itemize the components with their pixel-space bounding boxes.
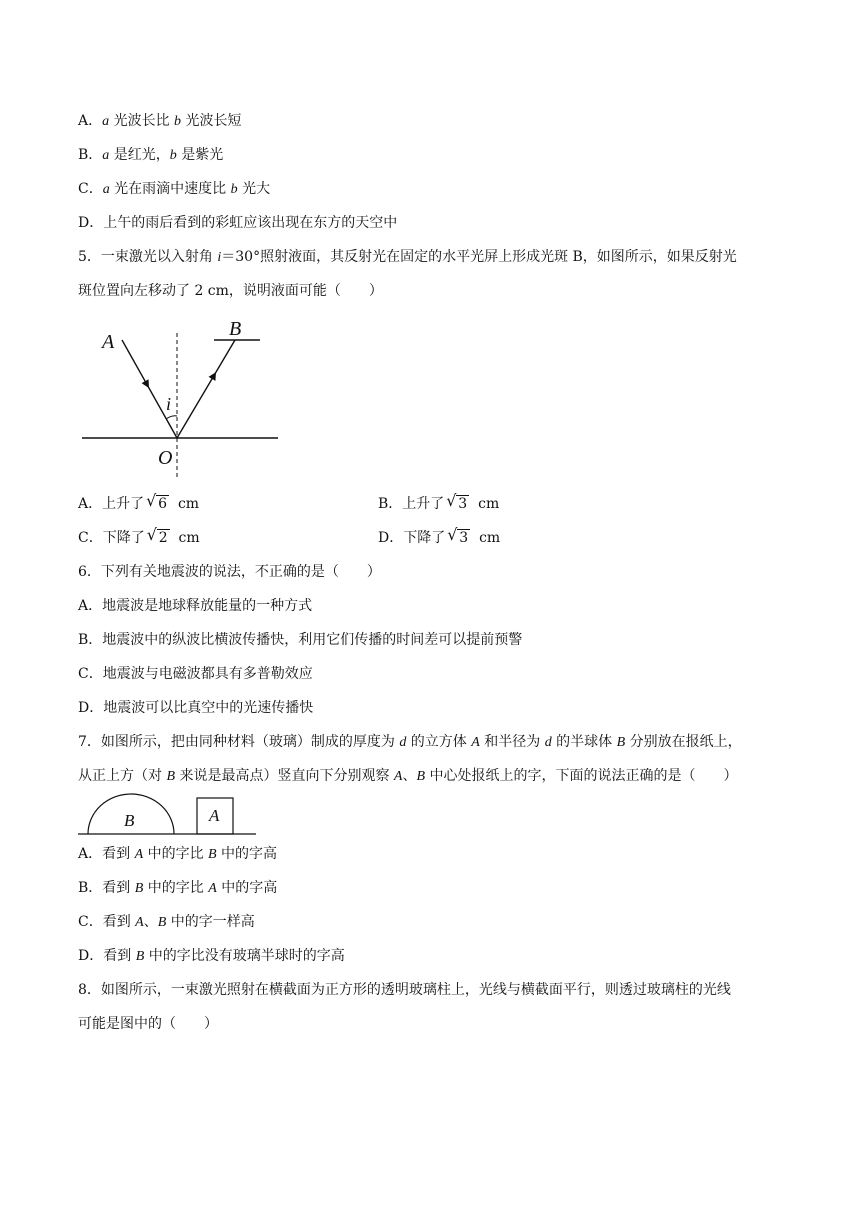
var-d: d xyxy=(544,735,552,750)
option-text: 是紫光 xyxy=(176,147,224,163)
label-o: O xyxy=(158,447,173,469)
var-a: a xyxy=(102,148,110,163)
label-i: i xyxy=(166,394,172,414)
q6-option-a: A．地震波是地球释放能量的一种方式 xyxy=(78,598,313,614)
q8-stem-line1: 8．如图所示，一束激光照射在横截面为正方形的透明玻璃柱上，光线与横截面平行，则透过玻璃柱的光线 xyxy=(78,982,731,998)
label-b: B xyxy=(124,811,135,830)
var-b: B xyxy=(157,915,167,930)
q5-reflection-figure xyxy=(78,315,288,480)
var-b: B xyxy=(416,769,426,784)
q8-stem-line2: 可能是图中的（ ） xyxy=(78,1016,218,1032)
var-b: b xyxy=(230,182,238,197)
q6-option-c: C．地震波与电磁波都具有多普勒效应 xyxy=(78,666,313,682)
q5-option-d xyxy=(378,525,501,548)
q6-option-b: B．地震波中的纵波比横波传播快，利用它们传播的时间差可以提前预警 xyxy=(78,632,523,648)
var-a: A xyxy=(208,881,217,896)
q7-hemisphere-cube-figure xyxy=(78,792,260,838)
option-text: A．上升了 xyxy=(78,496,145,512)
option-label: B． xyxy=(78,147,103,163)
var-b: B xyxy=(616,735,626,750)
var-d: d xyxy=(399,735,407,750)
option-text: D．下降了 xyxy=(378,530,446,546)
q4-option-d: D．上午的雨后看到的彩虹应该出现在东方的天空中 xyxy=(78,215,398,231)
var-b: B xyxy=(134,881,144,896)
option-text: 是红光， xyxy=(109,147,170,163)
sqrt-expression: √ 3 xyxy=(447,525,469,546)
angle-arc xyxy=(166,416,177,419)
q4-option-b xyxy=(78,145,223,166)
stem-text: ＝30°照射液面，其反射光在固定的水平光屏上形成光斑 B，如图所示，如果反射光 xyxy=(221,249,737,265)
q7-stem-line2: 从正上方（对 B 来说是最高点）竖直向下分别观察 A、B 中心处报纸上的字，下面的说法正确的是（ ） xyxy=(78,768,738,784)
q5-option-a xyxy=(78,491,200,514)
var-a: A xyxy=(471,735,480,750)
q7-option-a: A．看到 A 中的字比 B 中的字高 xyxy=(78,846,278,862)
unit: cm xyxy=(478,496,500,512)
label-a: A xyxy=(102,331,115,353)
q5-stem-line2: 斑位置向左移动了 2 cm，说明液面可能（ ） xyxy=(78,283,383,299)
sqrt-expression: √ 2 xyxy=(146,525,168,546)
var-b: b xyxy=(174,114,182,129)
q7-option-b: B．看到 B 中的字比 A 中的字高 xyxy=(78,880,278,896)
var-a: A xyxy=(393,769,403,784)
var-b: B xyxy=(166,769,176,784)
q5-stem-line1 xyxy=(78,247,737,268)
sqrt-expression: √ 3 xyxy=(446,491,468,512)
q6-option-d: D．地震波可以比真空中的光速传播快 xyxy=(78,700,314,716)
var-b: b xyxy=(169,148,177,163)
incident-ray xyxy=(122,340,177,438)
var-a: A xyxy=(134,847,144,862)
option-text: C．下降了 xyxy=(78,530,145,546)
q5-option-b xyxy=(378,491,500,514)
option-text: B．上升了 xyxy=(378,496,445,512)
option-text: 光在雨滴中速度比 xyxy=(109,181,231,197)
option-label: C． xyxy=(78,181,103,197)
var-b: B xyxy=(208,847,217,862)
unit: cm xyxy=(479,530,501,546)
option-text: 光大 xyxy=(237,181,271,197)
q7-stem-line1: 7．如图所示，把由同种材料（玻璃）制成的厚度为 d 的立方体 A 和半径为 d 的半球体 B 分别放在报纸上， xyxy=(78,734,742,750)
option-text: 光波长比 xyxy=(109,113,175,129)
q4-option-c xyxy=(78,179,270,200)
option-label: A． xyxy=(78,113,103,129)
var-a: A xyxy=(135,915,144,930)
var-b: B xyxy=(135,949,145,964)
label-b: B xyxy=(229,318,242,340)
q4-option-a xyxy=(78,111,241,132)
unit: cm xyxy=(178,530,200,546)
q6-stem: 6．下列有关地震波的说法，不正确的是（ ） xyxy=(78,564,381,580)
var-a: a xyxy=(102,182,110,197)
var-i: i xyxy=(217,250,222,265)
q5-option-c xyxy=(78,525,200,548)
q7-option-c: C．看到 A、B 中的字一样高 xyxy=(78,914,255,930)
option-text: 光波长短 xyxy=(181,113,242,129)
stem-text: 5．一束激光以入射角 xyxy=(78,249,218,265)
q7-option-d: D．看到 B 中的字比没有玻璃半球时的字高 xyxy=(78,948,345,964)
reflected-ray xyxy=(177,340,235,438)
sqrt-expression: √ 6 xyxy=(146,491,168,512)
var-a: a xyxy=(102,114,110,129)
unit: cm xyxy=(177,496,200,512)
label-a: A xyxy=(209,806,220,825)
